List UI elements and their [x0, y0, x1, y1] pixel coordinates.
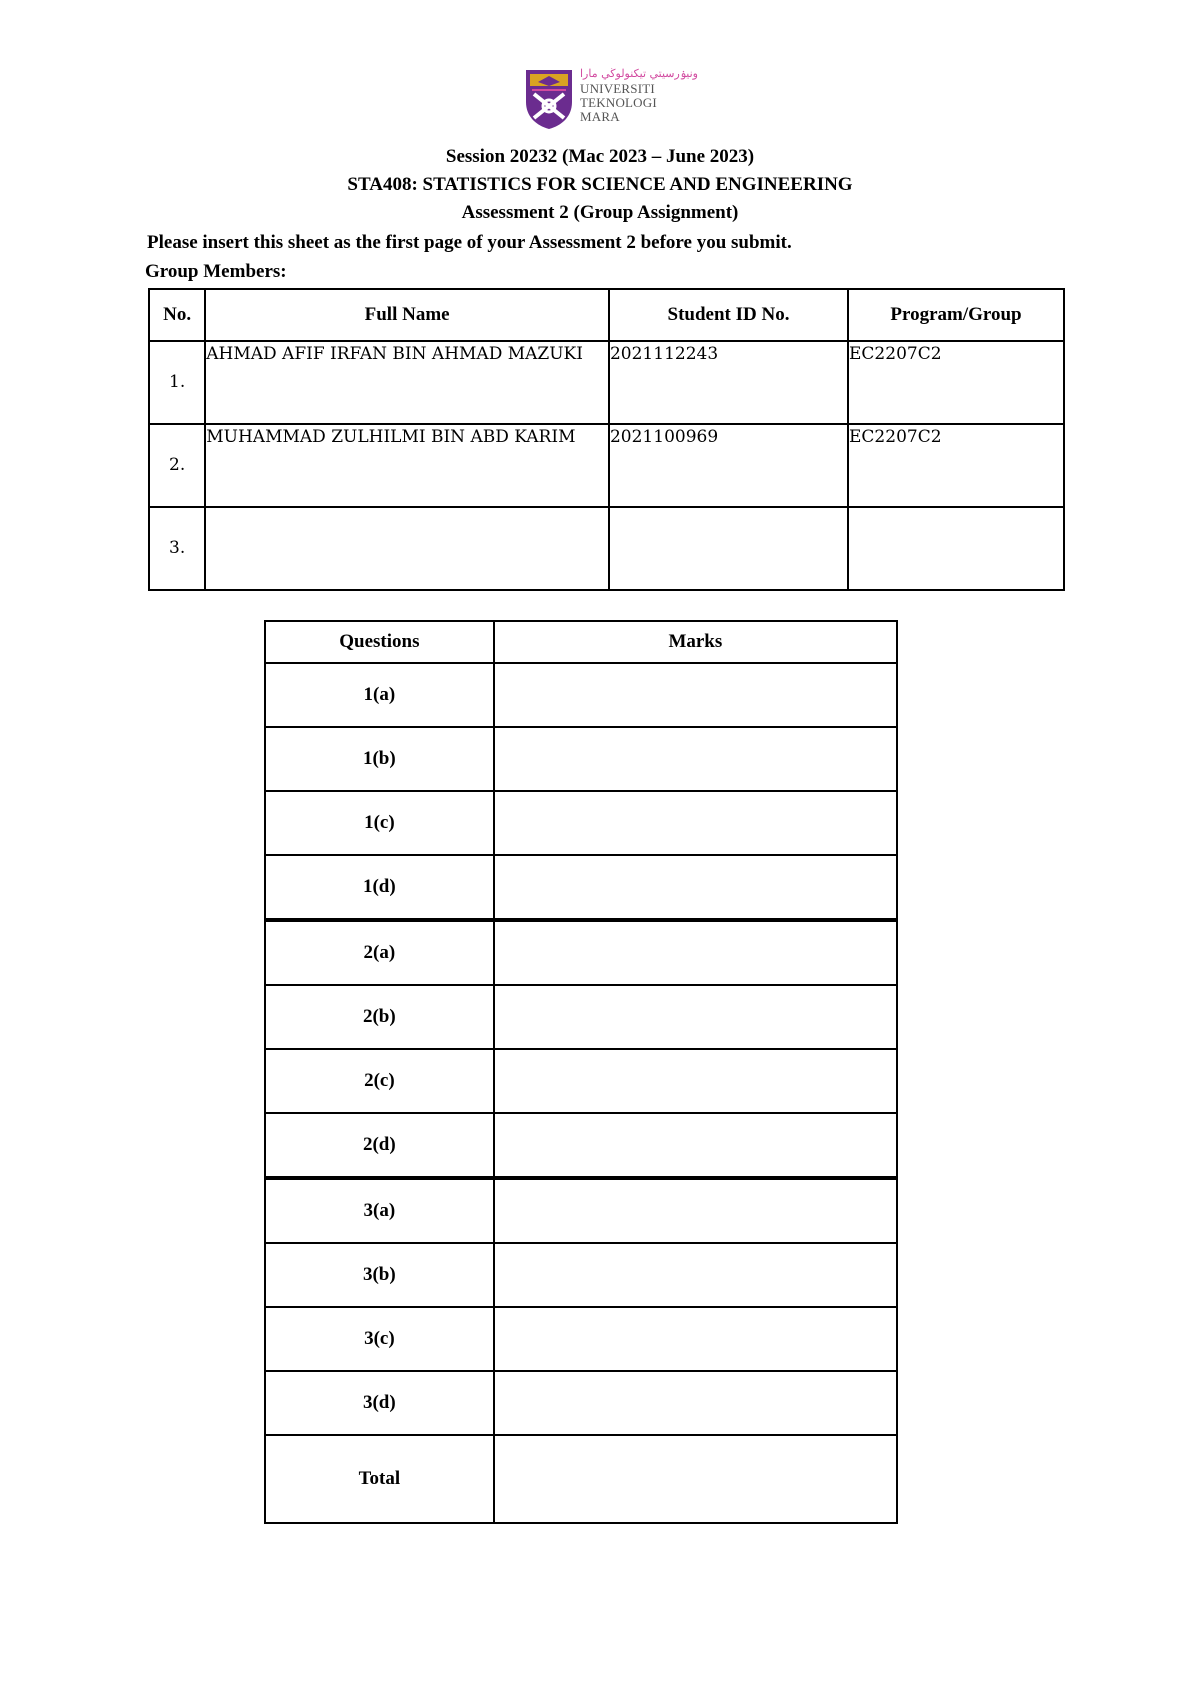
logo-line-2: TEKNOLOGI: [580, 95, 657, 110]
member-name: AHMAD AFIF IRFAN BIN AHMAD MAZUKI: [205, 341, 609, 424]
header-no: No.: [149, 289, 205, 341]
member-program: EC2207C2: [848, 424, 1064, 507]
table-row: [265, 985, 897, 1049]
table-header-row: [149, 289, 1064, 341]
logo-jawi-text: ونيۏرسيتي تيكنولوڬي مارا: [580, 67, 698, 80]
member-program: EC2207C2: [848, 341, 1064, 424]
table-row: [265, 855, 897, 920]
table-row: [265, 663, 897, 727]
member-no: 2.: [149, 424, 205, 507]
header-student-id: Student ID No.: [609, 289, 848, 341]
group-members-label: Group Members:: [145, 261, 287, 282]
table-row: [149, 341, 1064, 424]
question-label: 3(b): [265, 1243, 494, 1307]
marks-cell: [494, 663, 897, 727]
question-label: 2(a): [265, 920, 494, 985]
marks-cell: [494, 1049, 897, 1113]
question-label: 1(c): [265, 791, 494, 855]
table-row: [265, 1307, 897, 1371]
marks-cell: [494, 1243, 897, 1307]
marks-cell: [494, 1178, 897, 1243]
question-label: 2(d): [265, 1113, 494, 1178]
table-row: [265, 1113, 897, 1178]
marks-cell: [494, 1307, 897, 1371]
marks-cell: [494, 985, 897, 1049]
marks-cell: [494, 727, 897, 791]
total-label: Total: [265, 1435, 494, 1523]
course-title: STA408: STATISTICS FOR SCIENCE AND ENGINEERING: [347, 174, 853, 195]
marks-cell: [494, 855, 897, 920]
question-label: 3(d): [265, 1371, 494, 1435]
marks-header-row: [265, 621, 897, 663]
assessment-title: Assessment 2 (Group Assignment): [461, 202, 739, 223]
marks-cell: [494, 1371, 897, 1435]
university-logo: [522, 66, 698, 130]
table-row: [149, 507, 1064, 590]
marks-cell: [494, 791, 897, 855]
total-row: [265, 1435, 897, 1523]
marks-cell: [494, 920, 897, 985]
header-questions: Questions: [265, 621, 494, 663]
marks-cell: [494, 1113, 897, 1178]
member-name: MUHAMMAD ZULHILMI BIN ABD KARIM: [205, 424, 609, 507]
crest-icon: [522, 66, 576, 130]
member-program: [848, 507, 1064, 590]
member-no: 3.: [149, 507, 205, 590]
logo-line-3: MARA: [580, 109, 620, 124]
member-student-id: [609, 507, 848, 590]
question-label: 1(a): [265, 663, 494, 727]
table-row: [265, 1049, 897, 1113]
member-name: [205, 507, 609, 590]
table-row: [265, 727, 897, 791]
table-row: [265, 1243, 897, 1307]
header-program-group: Program/Group: [848, 289, 1064, 341]
table-row: [265, 1371, 897, 1435]
logo-line-1: UNIVERSITI: [580, 81, 655, 96]
table-row: [265, 1178, 897, 1243]
member-no: 1.: [149, 341, 205, 424]
table-row: [265, 791, 897, 855]
question-label: 1(b): [265, 727, 494, 791]
question-label: 1(d): [265, 855, 494, 920]
question-label: 2(b): [265, 985, 494, 1049]
header-marks: Marks: [494, 621, 897, 663]
table-row: [265, 920, 897, 985]
member-student-id: 2021100969: [609, 424, 848, 507]
header-full-name: Full Name: [205, 289, 609, 341]
marks-table: [264, 620, 898, 1524]
group-members-table: [148, 288, 1065, 591]
question-label: 3(a): [265, 1178, 494, 1243]
member-student-id: 2021112243: [609, 341, 848, 424]
session-title: Session 20232 (Mac 2023 – June 2023): [445, 146, 755, 167]
instruction-text: Please insert this sheet as the first page of your Assessment 2 before you submit.: [147, 232, 792, 253]
question-label: 2(c): [265, 1049, 494, 1113]
question-label: 3(c): [265, 1307, 494, 1371]
table-row: [149, 424, 1064, 507]
total-marks-cell: [494, 1435, 897, 1523]
